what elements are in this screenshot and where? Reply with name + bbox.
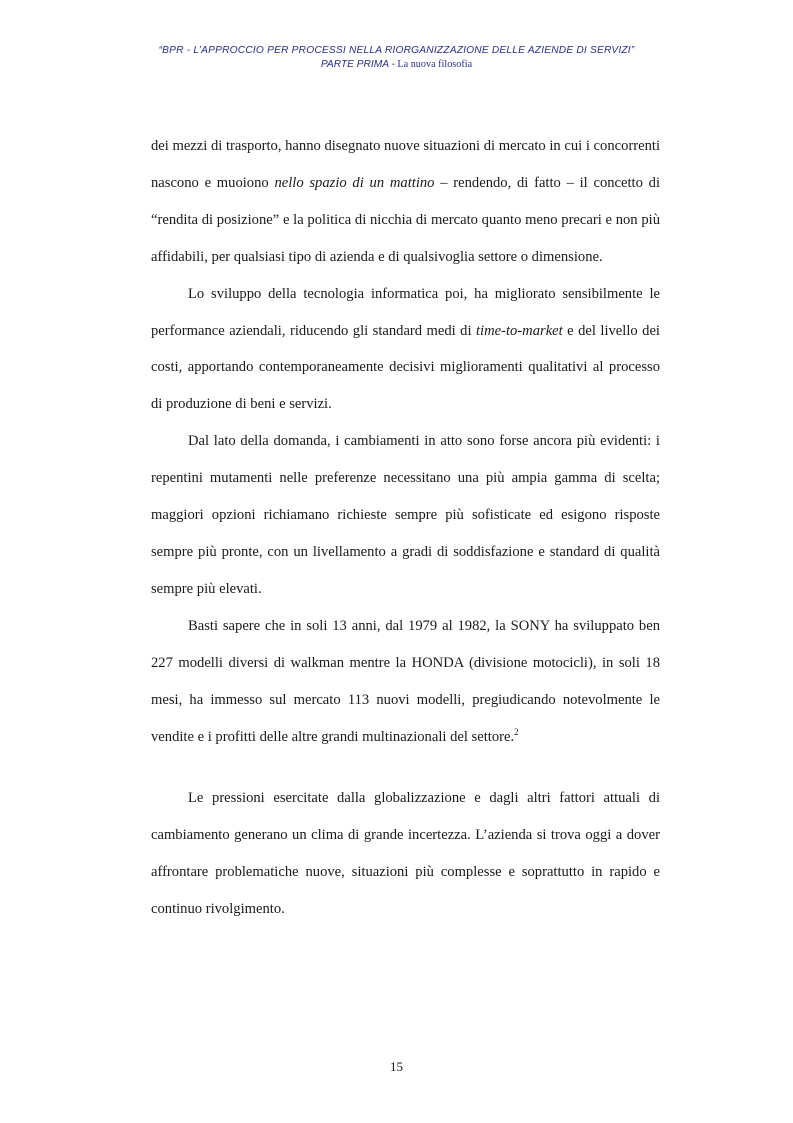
page-number: 15 bbox=[390, 1059, 403, 1074]
paragraph-2 bbox=[151, 276, 660, 424]
paragraph-4-text: Basti sapere che in soli 13 anni, dal 1979 al 1982, la SONY ha sviluppato ben 227 modelli diversi di walkman mentre la HONDA (divisione motocicli), in soli 18 mesi, ha immesso sul mercato 113 nuovi modelli, pregiudicando notevolmente le vendite e i profitti delle altre grandi multinazionali del settore. bbox=[151, 617, 660, 745]
body-text bbox=[151, 128, 660, 928]
paragraph-2-text-a: Lo sviluppo della tecnologia informatica poi, ha migliorato sensibilmente le performance aziendali, riducendo gli standard medi di bbox=[151, 285, 660, 339]
header-part: PARTE PRIMA - bbox=[320, 59, 395, 70]
footnote-marker[interactable]: 2 bbox=[514, 726, 519, 737]
running-header bbox=[0, 44, 793, 72]
header-title: “BPR - L’APPROCCIO PER PROCESSI NELLA RIORGANIZZAZIONE DELLE AZIENDE DI SERVIZI” bbox=[158, 45, 635, 56]
paragraph-2-text-b: e del livello dei costi, apportando contemporaneamente decisivi miglioramenti qualitativi al processo di produzione di beni e servizi. bbox=[151, 322, 660, 413]
paragraph-1 bbox=[151, 128, 660, 276]
paragraph-1-emphasis: nello spazio di un mattino bbox=[274, 174, 435, 191]
paragraph-1-text-b: – rendendo, di fatto – il concetto di “rendita di posizione” e la politica di nicchia di mercato quanto meno precari e non più affidabili, per qualsiasi tipo di azienda e di qualsivoglia settore o dimensione. bbox=[151, 174, 661, 265]
paragraph-5: Le pressioni esercitate dalla globalizzazione e dagli altri fattori attuali di cambiamento generano un clima di grande incertezza. L’azienda si trova oggi a dover affrontare problematiche nuove, situazioni più complesse e soprattutto in rapido e continuo rivolgimento. bbox=[151, 790, 660, 918]
paragraph-1-text-a: dei mezzi di trasporto, hanno disegnato nuove situazioni di mercato in cui i concorrenti nascono e muoiono bbox=[151, 138, 661, 191]
paragraph-4 bbox=[151, 608, 660, 756]
header-section bbox=[0, 58, 793, 72]
header-subtitle: La nuova filosofia bbox=[397, 59, 473, 70]
paragraph-2-emphasis: time-to-market bbox=[475, 322, 563, 339]
paragraph-3: Dal lato della domanda, i cambiamenti in atto sono forse ancora più evidenti: i repentini mutamenti nelle preferenze necessitano una più ampia gamma di scelta; maggiori opzioni richiamano richieste sempre più sofisticate ed esigono risposte sempre più pronte, con un livellamento a gradi di soddisfazione e standard di qualità sempre più elevati. bbox=[151, 433, 660, 597]
